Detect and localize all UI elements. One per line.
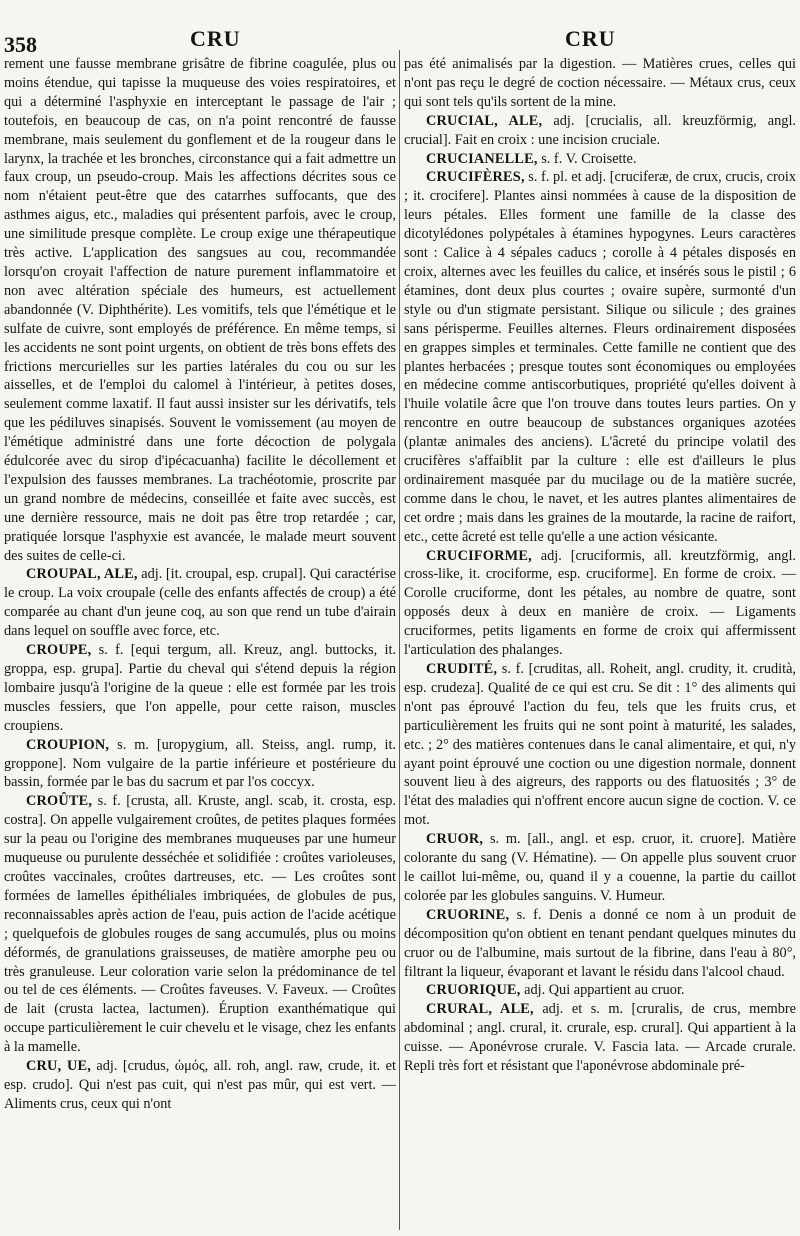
entry-body: rement une fausse membrane grisâtre de fibrine coagulée, plus ou moins étendue, qui tapisse la muqueuse des voies respiratoires, et qui a déterminé l'asphyxie en interceptant le passage de l'air ; toutefois, en beaucoup de cas, on n'a point rencontré de fausse membrane, mais seulement du gonflement et de la rougeur dans le larynx, la trachée et les bronches, circonstance qui a fait admettre un faux croup, un pseudo-croup. Mais les affections décrites sous ce nom n'étaient peut-être que des catarrhes suffocants, que des asthmes aigus, etc., maladies qui présentent parfois, avec le croup, une similitude presque complète. Le croup exige une thérapeutique très active. L'application des sangsues au cou, recommandée lorsqu'on croyait l'affection de nature purement inflammatoire et non avec altération spéciale des humeurs, est actuellement abandonnée (V. Diphthérite). Les vomitifs, tels que l'émétique et le sulfate de cuivre, sont employés de préférence. En même temps, si les accidents ne sont point urgents, on obtient de très bons effets des frictions mercurielles sur les parties latérales du cou ou sur les aisselles, et de l'emploi du calomel à l'intérieur, à petites doses, seulement comme laxatif. Il faut aussi insister sur les dérivatifs, tels que les pédiluves sinapisés. Souvent le vomissement (au moyen de l'émétique administré dans une forte décoction de polygala édulcorée avec du sirop d'ipécacuanha) facilite le décollement et l'expulsion des fausses membranes. La trachéotomie, proscrite par un grand nombre de médecins, conseillée et faite avec succès, est une dernière ressource, mais ne doit pas être trop retardée ; car, pratiquée lorsque l'asphyxie est avancée, le malade meurt souvent des suites de celle-ci. [4,56,396,564]
entry-body: adj. [it. croupal, esp. crupal]. Qui caractérise le croup. La voix croupale (celle des enfants affectés de croup) a été comparée au chant d'un jeune coq, au son que rend un tube d'airain dans lequel on souffle avec force, etc. [4,566,396,640]
running-head-left: CRU [190,26,241,51]
dictionary-entry [404,1000,796,1076]
entry-headword: CRUOR, [426,831,484,848]
dictionary-entry [404,830,796,906]
entry-body: s. f. [equi tergum, all. Kreuz, angl. buttocks, it. groppa, esp. grupa]. Partie du cheval qui s'étend depuis la région lombaire jusqu'à l'origine de la queue : elle est formée par les trois muscles fessiers, que l'on appelle, pour cette raison, muscles croupiens. [4,642,396,734]
dictionary-entry [4,736,396,793]
entry-headword: CROUPION, [26,736,110,753]
entry-headword: CROÛTE, [26,793,93,810]
entry-body: pas été animalisés par la digestion. — Matières crues, celles qui n'ont pas reçu le degré de coction nécessaire. — Métaux crus, ceux qui sont tels qu'ils sortent de la mine. [404,56,796,110]
dictionary-entry [404,981,796,1000]
entry-body: adj. et s. m. [cruralis, de crus, membre abdominal ; angl. crural, it. crurale, esp. crural]. Qui appartient à la cuisse. — Aponévrose crurale. V. Fascia lata. — Arcade crurale. Repli très fort et résistant que l'aponévrose abdominale pré- [404,1001,796,1075]
entry-body: adj. Qui appartient au cruor. [520,982,685,999]
dictionary-entry [404,660,796,830]
page-number: 358 [4,32,37,57]
entry-headword: CRUCIAL, ALE, [426,112,543,129]
entry-body: adj. [crucialis, all. kreuzförmig, angl. crucial]. Fait en croix : une incision cruciale. [404,112,796,148]
entry-body: s. m. [all., angl. et esp. cruor, it. cruore]. Matière colorante du sang (V. Hématine). — On appelle plus souvent cruor le caillot lui-même, ou, quand il y a couenne, la partie du caillot colorée par les globules sanguins. V. Humeur. [404,831,796,904]
entry-headword: CRU, UE, [26,1058,91,1075]
entry-headword: CRUORINE, [426,906,510,923]
entry-headword: CRUCIFORME, [426,547,532,564]
continued-text [4,55,396,565]
entry-body: s. f. [crusta, all. Kruste, angl. scab, it. crosta, esp. costra]. On appelle vulgairement croûtes, de petites plaques formées sur la peau ou l'origine des membranes muqueuses par une humeur muqueuse ou purulente desséchée et solidifiée : croûtes varioleuses, croûtes vaccinales, croûtes dartreuses, etc. — Les croûtes sont formées de lamelles épithéliales imbriquées, de globules de pus, reconnaissables après action de l'eau, puis action de l'acide acétique ; quelquefois de globules rouges de sang accumulés, plus ou moins déformés, de granulations graisseuses, de matière amorphe peu ou très granuleuse. Leur coloration varie selon la prédominance de tel ou tel de ces éléments. — Croûtes faveuses. V. Faveux. — Croûtes de lait (crusta lactea, lactumen). Éruption exanthématique qui occupe particulièrement le cuir chevelu et le visage, chez les enfants à la mamelle. [4,793,396,1056]
column-divider [399,50,400,1230]
entry-headword: CRUCIANELLE, [426,150,538,167]
entry-body: s. m. [uropygium, all. Steiss, angl. rump, it. groppone]. Nom vulgaire de la partie inférieure et postérieure du bassin, formée par le bas du sacrum et par l'os coccyx. [4,736,396,791]
dictionary-entry [404,547,796,660]
dictionary-entry [404,906,796,982]
dictionary-entry [4,1057,396,1114]
entry-body: s. f. Denis a donné ce nom à un produit de décomposition qu'on obtient en tenant pendant quelques minutes du cruor ou de l'albumine, mais surtout de la fibrine, dans l'eau à 80°, filtrant la liqueur, évaporant et lavant le résidu dans l'alcool chaud. [404,906,796,980]
entry-body: s. f. [cruditas, all. Roheit, angl. crudity, it. crudità, esp. crudeza]. Qualité de ce qui est cru. Se dit : 1° des aliments qui n'ont pas éprouvé l'action du feu, tels que les fruits crus, et particulièrement les fruits qui ne sont point à maturité, les salades, etc. ; 2° des matières contenues dans le canal alimentaire, et qui, n'y ayant point éprouvé une coction ou une digestion normale, donnent souvent lieu à des aigreurs, des rapports ou des flatuosités ; 3° de l'état des maladies qui n'offrent encore aucun signe de coction. V. ce mot. [404,661,796,829]
entry-body: adj. [cruciformis, all. kreutzförmig, angl. cross-like, it. crociforme, esp. cruciforme]. En forme de croix. — Corolle cruciforme, dont les pétales, au nombre de quatre, sont opposés deux à deux en manière de croix. — Ligaments cruciformes, petits ligaments en forme de croix qui affermissent l'articulation des phalanges. [404,547,796,659]
entry-headword: CRUORIQUE, [426,982,521,999]
entry-headword: CROUPE, [26,642,92,659]
entry-body: adj. [crudus, ὠμός, all. roh, angl. raw, crude, it. et esp. crudo]. Qui n'est pas cuit, qui n'est pas mûr, qui est vert. — Aliments crus, ceux qui n'ont [4,1058,396,1112]
entry-headword: CRURAL, ALE, [426,1001,534,1018]
entry-body: s. f. pl. et adj. [cruciferæ, de crux, crucis, croix ; it. crocifere]. Plantes ainsi nommées à cause de la disposition de leurs pétales. Elles forment une famille de la classe des dicotylédones polypétales à étamines hypogynes. Leurs caractères sont : Calice à 4 sépales caducs ; corolle à 4 pétales disposés en croix, alternes avec les feuilles du calice, et insérés sous le pistil ; 6 étamines, dont deux plus courtes ; ovaire supère, surmonté d'un style ou d'un stigmate persistant. Silique ou silicule ; des graines sans périsperme. Feuilles alternes. Fleurs ordinairement disposées en grappes simples et terminales. Cette famille ne contient que des plantes herbacées ; presque toutes sont économiques ou employées en médecine comme antiscorbutiques, propriété qu'elles doivent à l'huile volatile âcre que l'on trouve dans toutes leurs parties. On y rencontre en outre beaucoup de substances organiques azotées (plantæ animales des anciens). L'âcreté du principe volatil des crucifères s'affaiblit par la culture : elle est d'ailleurs le plus ordinairement masquée par du mucilage ou de la matière sucrée, comme dans le chou, le navet, et les autres plantes alimentaires de cet ordre ; mais dans les graines de la moutarde, la racine de raifort, etc., cette âcreté est telle qu'elle a une action vésicante. [404,169,796,545]
entry-headword: CROUPAL, ALE, [26,566,138,583]
dictionary-entry [404,168,796,546]
running-head-right: CRU [565,26,616,51]
dictionary-entry [4,565,396,641]
right-column [404,55,796,1230]
entry-headword: CRUCIFÈRES, [426,169,525,186]
dictionary-entry [4,641,396,736]
entry-headword: CRUDITÉ, [426,661,498,677]
continued-text [404,55,796,112]
left-column [4,55,396,1230]
dictionary-entry [404,112,796,150]
dictionary-entry [4,792,396,1057]
dictionary-entry [404,150,796,169]
entry-body: s. f. V. Croisette. [537,150,637,167]
